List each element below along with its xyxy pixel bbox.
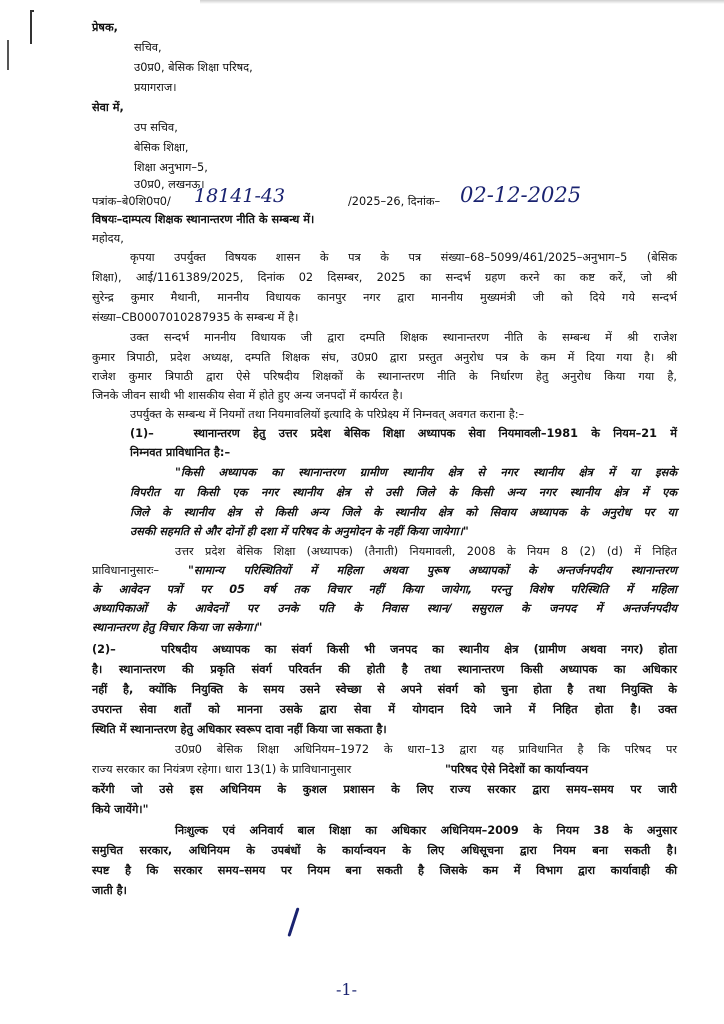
sender-city: प्रयागराज। [134, 81, 177, 94]
para5-line: राज्य सरकार का नियंत्रण रहेगा। धारा 13(1) के प्राविधानानुसार [92, 763, 352, 776]
scan-edge-shadow [200, 0, 724, 4]
recipient-designation: उप सचिव, [134, 121, 178, 134]
para1-line: संख्या–CB0007010287935 के सम्बन्ध में है। [92, 311, 299, 324]
point2-line: नहीं है, क्योंकि नियुक्ति के समय उसने स्वेच्छा से अपने संवर्ग को चुना होता है तथा नियुक्ति के [92, 683, 677, 696]
quote1-line: "किसी अध्यापक का स्थानान्तरण ग्रामीण स्थानीय क्षेत्र से नगर स्थानीय क्षेत्र में या इसके [175, 466, 677, 479]
para5-line: करेंगी जो उसे इस अधिनियम के कुशल प्रशासन के लिए राज्य सरकार द्वारा समय–समय पर जारी [92, 783, 677, 796]
subject-line: विषयः–दाम्पत्य शिक्षक स्थानान्तरण नीति के सम्बन्ध में। [92, 213, 315, 226]
recipient-department: बेसिक शिक्षा, [134, 141, 189, 154]
page-number: -1- [336, 980, 357, 999]
para3: उपर्युक्त के सम्बन्ध में नियमों तथा नियमावलियों इत्यादि के परिप्रेक्ष्य में निम्नवत् अवगत कराना है:– [130, 408, 525, 421]
recipient-label: सेवा में, [92, 101, 124, 114]
para4-intro: उत्तर प्रदेश बेसिक शिक्षा (अध्यापक) (तैनाती) नियमावली, 2008 के नियम 8 (2) (d) में निहित [175, 545, 677, 558]
point2-line: (2)– परिषदीय अध्यापक का संवर्ग किसी भी जनपद का स्थानीय क्षेत्र (ग्रामीण अथवा नगर) होता [92, 643, 677, 656]
handwritten-date: 02-12-2025 [460, 183, 582, 207]
quote1-line: उसकी सहमति से और दोनों ही दशा में परिषद के अनुमोदन के नहीं किया जायेगा।" [130, 525, 469, 538]
para6-line: समुचित सरकार, अधिनियम के उपबंधों के कार्यान्वयन के लिए अधिसूचना द्वारा नियम बना सकती है। [92, 844, 677, 857]
letter-ref-year: /2025–26, दिनांक– [348, 195, 441, 208]
para2-line: राजेश कुमार त्रिपाठी द्वारा ऐसे परिषदीय शिक्षकों के स्थानान्तरण नीति के निर्धारण हेतु अनुरोध किया गया है, [92, 370, 677, 383]
letter-ref-prefix: पत्रांक–बे0शि0प0/ [92, 195, 171, 208]
margin-line-mark [7, 40, 9, 70]
para5-line: उ0प्र0 बेसिक शिक्षा अधिनियम–1972 के धारा–13 द्वारा यह प्राविधानित है कि परिषद पर [175, 743, 677, 756]
para2-line: उक्त सन्दर्भ माननीय विधायक जी द्वारा दम्पति शिक्षक स्थानान्तरण नीति के सम्बन्ध में श्री राजेश [130, 331, 677, 344]
para2-line: कुमार त्रिपाठी, प्रदेश अध्यक्ष, दम्पति शिक्षक संघ, उ0प्र0 द्वारा प्रस्तुत अनुरोध पत्र के कम में दिया गया है। श्री [92, 351, 677, 364]
para6-line: स्पष्ट है कि सरकार समय–समय पर नियम बना सकती है जिसके कम में विभाग द्वारा कार्यावाही की [92, 864, 677, 877]
point2-line: है। स्थानान्तरण की प्रकृति संवर्ग परिवर्तन की होती है तथा स्थानान्तरण किसी अध्यापक का अधिकार [92, 663, 677, 676]
para5-line: किये जायेंगे।" [92, 803, 149, 816]
quote2-line: स्थानान्तरण हेतु विचार किया जा सकेगा।" [92, 621, 263, 634]
point1-line: (1)– स्थानान्तरण हेतु उत्तर प्रदेश बेसिक शिक्षा अध्यापक सेवा नियमावली–1981 के नियम–21 में [130, 427, 677, 440]
quote1-line: विपरीत या किसी एक नगर स्थानीय क्षेत्र से उसी जिले के किसी अन्य नगर स्थानीय क्षेत्र में एक [130, 486, 677, 499]
sender-office: उ0प्र0, बेसिक शिक्षा परिषद, [134, 61, 253, 74]
quote1-line: जिले के स्थानीय क्षेत्र से किसी अन्य जिले के स्थानीय क्षेत्र को सिवाय अध्यापक के अनुरोध पर या [130, 506, 677, 519]
quote2-line: के आवेदन पत्रों पर 05 वर्ष तक विचार नहीं किया जायेगा, परन्तु विशेष परिस्थिति में महिला [92, 583, 677, 596]
initial-mark [287, 907, 299, 936]
para5-quote-start: "परिषद ऐसे निदेशों का कार्यान्वयन [445, 763, 588, 776]
point2-line: स्थिति में स्थानान्तरण हेतु अधिकार स्वरूप दावा नहीं किया जा सकता है। [92, 723, 387, 736]
quote2-line: "सामान्य परिस्थितियों में महिला अथवा पुरूष अध्यापकों के अन्तर्जनपदीय स्थानान्तरण [188, 564, 677, 577]
point1-line: निम्नवत प्राविधानित है:– [130, 446, 231, 459]
para6-line: निःशुल्क एवं अनिवार्य बाल शिक्षा का अधिकार अधिनियम–2009 के नियम 38 के अनुसार [175, 824, 677, 837]
recipient-city: उ0प्र0, लखनऊ। [134, 178, 205, 191]
point2-line: उपरान्त सेवा शर्तों को मानना उसके द्वारा सेवा में योगदान दिये जाने में निहित होता है। उक्त [92, 703, 677, 716]
sender-designation: सचिव, [134, 41, 162, 54]
handwritten-letter-number: 18141-43 [194, 185, 286, 207]
para1-line: सुरेन्द्र कुमार मैथानी, माननीय विधायक कानपुर नगर द्वारा माननीय मुख्यमंत्री जी को दिये गये सन्दर्भ [92, 291, 677, 304]
para1-line: कृपया उपर्युक्त विषयक शासन के पत्र के पत्र संख्या–68–5099/461/2025–अनुभाग–5 (बेसिक [130, 251, 677, 264]
margin-bracket-mark [30, 10, 32, 44]
para4-lead: प्राविधानानुसारः– [92, 564, 160, 577]
sender-label: प्रेषक, [92, 21, 118, 34]
quote2-line: अध्यापिकाओं के आवेदनों पर उनके पति के निवास स्थान/ ससुराल के जनपद में अन्तर्जनपदीय [92, 602, 677, 615]
para6-line: जाती है। [92, 884, 127, 897]
para2-line: जिनके जीवन साथी भी शासकीय सेवा में होते हुए अन्य जनपदों में कार्यरत है। [92, 389, 403, 402]
salutation: महोदय, [92, 232, 124, 245]
para1-line: शिक्षा), आई/1161389/2025, दिनांक 02 दिसम्बर, 2025 का सन्दर्भ ग्रहण करने का कष्ट करें, जो श्री [92, 271, 677, 284]
recipient-section: शिक्षा अनुभाग–5, [134, 161, 208, 174]
